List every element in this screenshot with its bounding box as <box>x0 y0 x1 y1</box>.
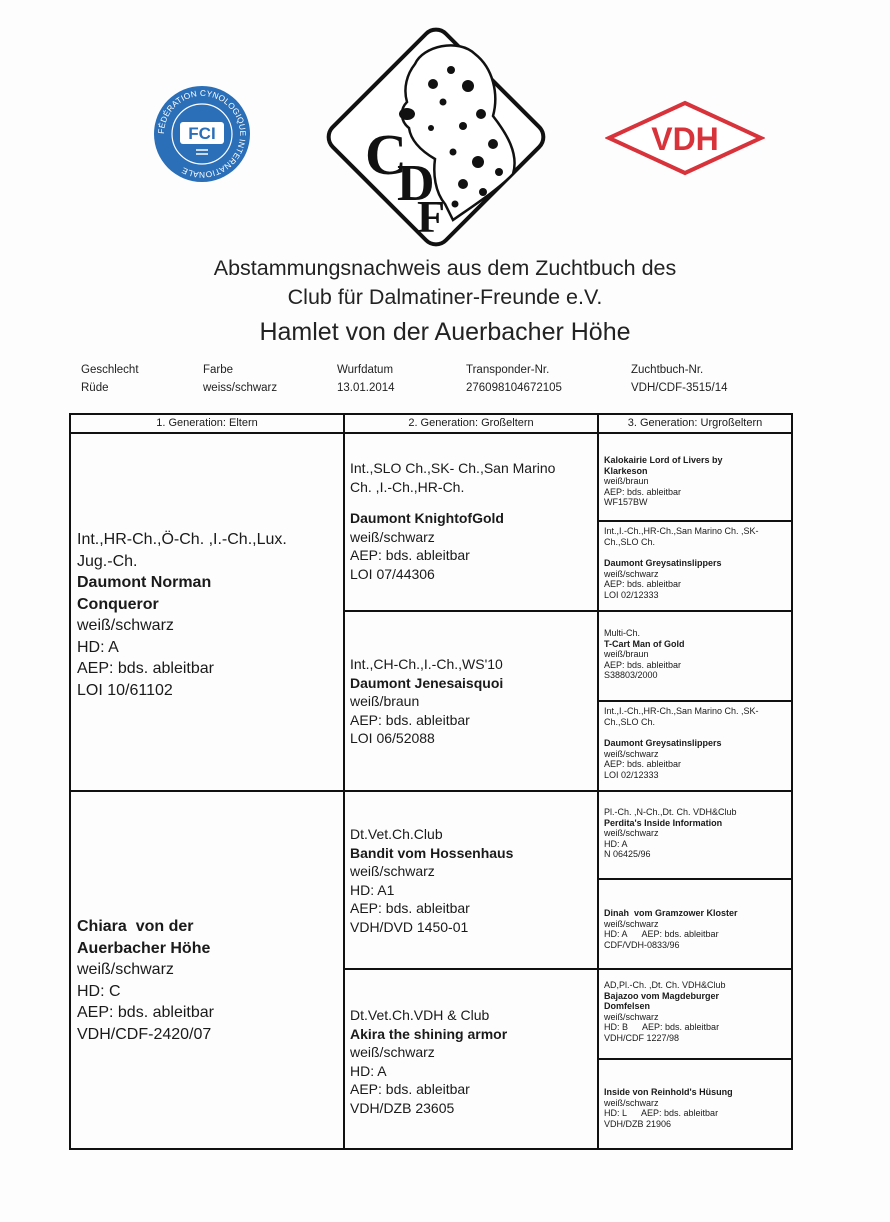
ggp2-registration: LOI 02/12333 <box>604 589 659 600</box>
pedigree-table <box>69 413 793 1150</box>
gp4-color: weiß/schwarz <box>350 1044 435 1060</box>
gp1-name: Daumont KnightofGold <box>350 510 504 526</box>
fci-ring-text: FÉDÉRATION CYNOLOGIQUE INTERNATIONALE <box>155 87 249 181</box>
great-grandparent-3-cell <box>598 611 792 701</box>
sire-aep: AEP: bds. ableitbar <box>77 660 214 677</box>
gp1-titles: Int.,SLO Ch.,SK- Ch.,San Marino <box>350 460 556 476</box>
dam-color: weiß/schwarz <box>77 961 174 978</box>
ggp7-aep: AEP: bds. ableitbar <box>642 1022 720 1032</box>
sire-color: weiß/schwarz <box>77 617 174 634</box>
ggp4-titles: Int.,I.-Ch.,HR-Ch.,San Marino Ch. ,SK- <box>604 706 759 716</box>
ggp4-color: weiß/schwarz <box>604 748 659 759</box>
ggp7-name: Domfelsen <box>604 1001 651 1011</box>
fci-label: FCI <box>188 124 216 143</box>
gp1-registration: LOI 07/44306 <box>350 565 435 582</box>
grandparent-2-cell <box>344 611 598 791</box>
great-grandparent-6-cell <box>598 879 792 969</box>
info-birth <box>337 364 395 394</box>
ggp4-titles: Ch.,SLO Ch. <box>604 716 656 727</box>
gp4-name: Akira the shining armor <box>350 1025 508 1042</box>
info-studbook-label: Zuchtbuch-Nr. <box>631 364 704 376</box>
ggp8-color: weiß/schwarz <box>604 1097 659 1108</box>
gp4-registration: VDH/DZB 23605 <box>350 1099 455 1116</box>
vdh-label: VDH <box>651 121 719 157</box>
cdf-letter-f: F <box>417 191 446 242</box>
great-grandparent-8-cell <box>598 1059 792 1149</box>
gp3-titles: Dt.Vet.Ch.Club <box>350 826 443 842</box>
ggp7-color: weiß/schwarz <box>604 1011 659 1022</box>
ggp5-registration: N 06425/96 <box>604 849 651 859</box>
cdf-logo <box>323 24 549 250</box>
gp4-hd: HD: A <box>350 1062 387 1079</box>
header-generation-3 <box>598 414 792 433</box>
ggp2-aep: AEP: bds. ableitbar <box>604 579 682 589</box>
document-title-line1: Abstammungsnachweis aus dem Zuchtbuch des <box>213 256 677 280</box>
dam-name: Auerbacher Höhe <box>77 939 211 957</box>
ggp5-name: Perdita's Inside Information <box>604 817 723 828</box>
info-studbook-value: VDH/CDF-3515/14 <box>631 382 728 394</box>
cdf-letter-c: C <box>365 122 407 187</box>
cdf-letter-d: D <box>397 155 435 212</box>
sire-cell <box>70 433 344 791</box>
header-label: 2. Generation: Großeltern <box>408 417 534 429</box>
sire-registration: LOI 10/61102 <box>77 681 173 699</box>
header-label: 1. Generation: Eltern <box>156 417 258 429</box>
gp1-color: weiß/schwarz <box>350 528 435 545</box>
ggp4-aep: AEP: bds. ableitbar <box>604 759 682 769</box>
info-sex-value: Rüde <box>81 382 109 394</box>
ggp8-name: Inside von Reinhold's Hüsung <box>604 1087 733 1097</box>
gp2-titles: Int.,CH-Ch.,I.-Ch.,WS'10 <box>350 656 503 672</box>
gp1-aep: AEP: bds. ableitbar <box>350 547 470 563</box>
sire-name: Daumont Norman <box>77 574 212 591</box>
gp2-aep: AEP: bds. ableitbar <box>350 711 470 728</box>
gp2-color: weiß/braun <box>350 693 420 709</box>
ggp1-registration: WF157BW <box>604 497 648 507</box>
dam-aep: AEP: bds. ableitbar <box>77 1004 214 1021</box>
ggp8-registration: VDH/DZB 21906 <box>604 1118 672 1129</box>
info-birth-label: Wurfdatum <box>337 364 394 376</box>
ggp3-color: weiß/braun <box>604 649 649 659</box>
great-grandparent-7-cell <box>598 969 792 1059</box>
info-sex <box>81 364 139 394</box>
gp3-name: Bandit vom Hossenhaus <box>350 844 514 861</box>
great-grandparent-2-cell <box>598 521 792 611</box>
info-color-label: Farbe <box>203 364 234 376</box>
ggp2-name: Daumont Greysatinslippers <box>604 558 722 568</box>
ggp6-name: Dinah vom Gramzower Kloster <box>604 908 738 918</box>
dog-name-heading: Hamlet von der Auerbacher Höhe <box>259 318 631 346</box>
ggp5-color: weiß/schwarz <box>604 828 659 838</box>
sire-titles: Int.,HR-Ch.,Ö-Ch. ,I.-Ch.,Lux. <box>77 531 287 548</box>
ggp5-hd: HD: A <box>604 838 628 849</box>
ggp2-titles: Ch.,SLO Ch. <box>604 536 656 547</box>
sire-hd: HD: A <box>77 638 119 656</box>
ggp4-name: Daumont Greysatinslippers <box>604 738 722 748</box>
info-chip-value: 276098104672105 <box>466 382 562 394</box>
gp3-aep: AEP: bds. ableitbar <box>350 900 470 916</box>
great-grandparent-4-cell <box>598 701 792 791</box>
gp1-titles: Ch. ,I.-Ch.,HR-Ch. <box>350 478 465 495</box>
info-color-value: weiss/schwarz <box>203 382 278 394</box>
ggp1-name: Kalokairie Lord of Livers by <box>604 455 723 465</box>
ggp2-titles: Int.,I.-Ch.,HR-Ch.,San Marino Ch. ,SK- <box>604 526 759 536</box>
grandparent-1-cell <box>344 433 598 611</box>
info-sex-label: Geschlecht <box>81 364 139 376</box>
info-chip-label: Transponder-Nr. <box>466 364 550 376</box>
gp3-color: weiß/schwarz <box>350 863 435 879</box>
ggp1-name: Klarkeson <box>604 465 648 476</box>
ggp8-hd: HD: L <box>604 1108 628 1118</box>
ggp7-name: Bajazoo vom Magdeburger <box>604 990 720 1001</box>
ggp6-hd: HD: A <box>604 929 628 939</box>
dam-name: Chiara von der <box>77 918 194 935</box>
sire-titles: Jug.-Ch. <box>77 552 138 570</box>
info-color <box>203 364 277 394</box>
ggp6-aep: AEP: bds. ableitbar <box>641 929 719 939</box>
fci-logo <box>152 84 252 184</box>
dam-registration: VDH/CDF-2420/07 <box>77 1025 212 1043</box>
gp3-registration: VDH/DVD 1450-01 <box>350 918 469 935</box>
ggp3-titles: Multi-Ch. <box>604 628 641 638</box>
info-studbook <box>631 364 728 394</box>
info-chip <box>466 364 562 394</box>
header-generation-1 <box>70 414 344 433</box>
ggp2-color: weiß/schwarz <box>604 568 659 579</box>
ggp7-hd: HD: B <box>604 1022 629 1032</box>
ggp8-aep: AEP: bds. ableitbar <box>641 1108 719 1118</box>
ggp3-aep: AEP: bds. ableitbar <box>604 659 682 670</box>
grandparent-4-cell <box>344 969 598 1149</box>
ggp7-titles: AD,Pl.-Ch. ,Dt. Ch. VDH&Club <box>604 980 726 990</box>
ggp6-registration: CDF/VDH-0833/96 <box>604 939 680 950</box>
grandparent-3-cell <box>344 791 598 969</box>
sire-name: Conqueror <box>77 595 159 613</box>
ggp7-registration: VDH/CDF 1227/98 <box>604 1032 680 1043</box>
document-title-line2: Club für Dalmatiner-Freunde e.V. <box>287 285 603 309</box>
dam-cell <box>70 791 344 1149</box>
header-generation-2 <box>344 414 598 433</box>
gp2-registration: LOI 06/52088 <box>350 730 435 746</box>
ggp4-registration: LOI 02/12333 <box>604 769 659 780</box>
ggp3-name: T-Cart Man of Gold <box>604 638 685 649</box>
ggp1-color: weiß/braun <box>604 476 649 486</box>
great-grandparent-1-cell <box>598 433 792 521</box>
great-grandparent-5-cell <box>598 791 792 879</box>
header-label: 3. Generation: Urgroßeltern <box>627 417 763 429</box>
info-birth-value: 13.01.2014 <box>337 382 395 394</box>
gp3-hd: HD: A1 <box>350 881 395 898</box>
ggp6-color: weiß/schwarz <box>604 918 659 929</box>
ggp3-registration: S38803/2000 <box>604 670 658 680</box>
ggp5-titles: Pl.-Ch. ,N-Ch.,Dt. Ch. VDH&Club <box>604 807 737 817</box>
gp2-name: Daumont Jenesaisquoi <box>350 674 504 691</box>
vdh-logo <box>605 100 765 176</box>
ggp1-aep: AEP: bds. ableitbar <box>604 486 682 497</box>
dam-hd: HD: C <box>77 982 121 1000</box>
gp4-aep: AEP: bds. ableitbar <box>350 1081 470 1097</box>
gp4-titles: Dt.Vet.Ch.VDH & Club <box>350 1007 490 1023</box>
